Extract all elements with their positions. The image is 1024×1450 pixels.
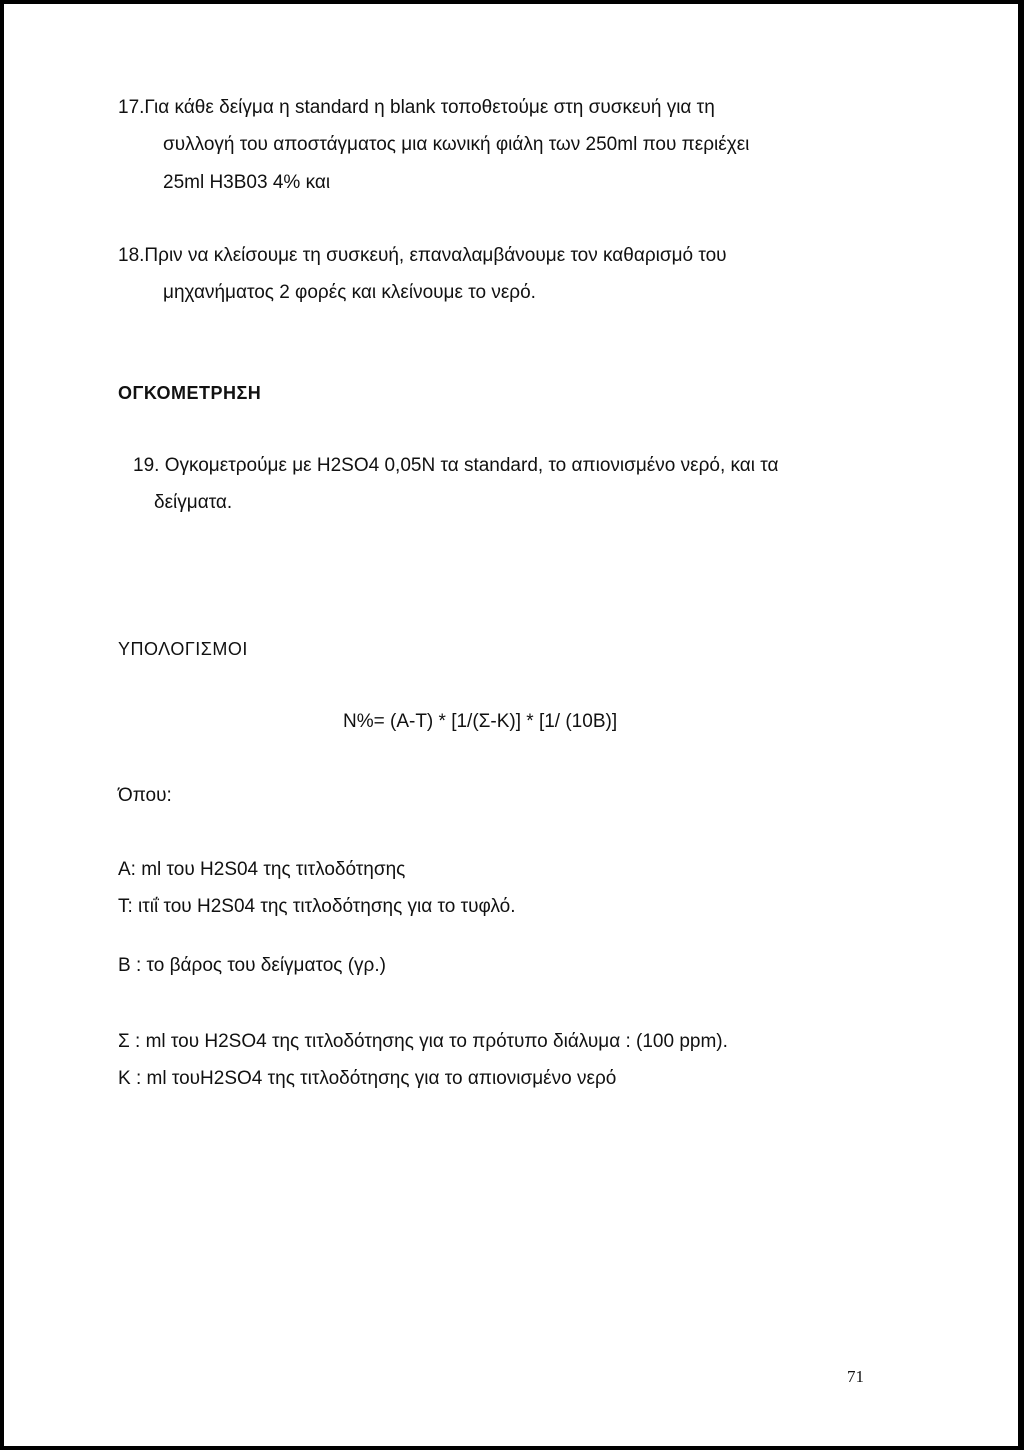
document-page <box>4 4 1018 1446</box>
item-17-line-3: 25ml H3B03 4% και <box>163 172 331 193</box>
where-label: Όπου: <box>118 785 172 806</box>
definition-t: T: ιτιΐ του H2S04 της τιτλοδότησης για το τυφλό. <box>118 896 516 917</box>
item-17-line-2: συλλογή του αποστάγματος μια κωνική φιάλη των 250ml που περιέχει <box>163 134 750 155</box>
page-number: 71 <box>847 1367 864 1386</box>
definition-b: B : το βάρος του δείγματος (γρ.) <box>118 955 386 976</box>
section-heading-titration: ΟΓΚΟΜΕΤΡΗΣΗ <box>118 383 262 403</box>
formula: N%= (A-T) * [1/(Σ-Κ)] * [1/ (10B)] <box>343 711 618 732</box>
item-17-line-1: 17.Για κάθε δείγμα η standard η blank τοποθετούμε στη συσκευή για τη <box>118 97 715 118</box>
definition-a: A: ml του H2S04 της τιτλοδότησης <box>118 859 406 880</box>
item-18-line-1: 18.Πριν να κλείσουμε τη συσκευή, επαναλαμβάνουμε τον καθαρισμό του <box>118 245 727 266</box>
item-19-line-2: δείγματα. <box>154 492 233 513</box>
section-heading-calculations: ΥΠΟΛΟΓΙΣΜΟΙ <box>118 639 248 659</box>
definition-k: Κ : ml τουH2SO4 της τιτλοδότησης για το απιονισμένο νερό <box>118 1068 617 1089</box>
definition-sigma: Σ : ml του H2SO4 της τιτλοδότησης για το πρότυπο διάλυμα : (100 ppm). <box>118 1031 728 1052</box>
item-18-line-2: μηχανήματος 2 φορές και κλείνουμε το νερό. <box>163 282 536 303</box>
item-19-line-1: 19. Ογκομετρούμε με H2SO4 0,05N τα standard, το απιονισμένο νερό, και τα <box>133 455 779 476</box>
